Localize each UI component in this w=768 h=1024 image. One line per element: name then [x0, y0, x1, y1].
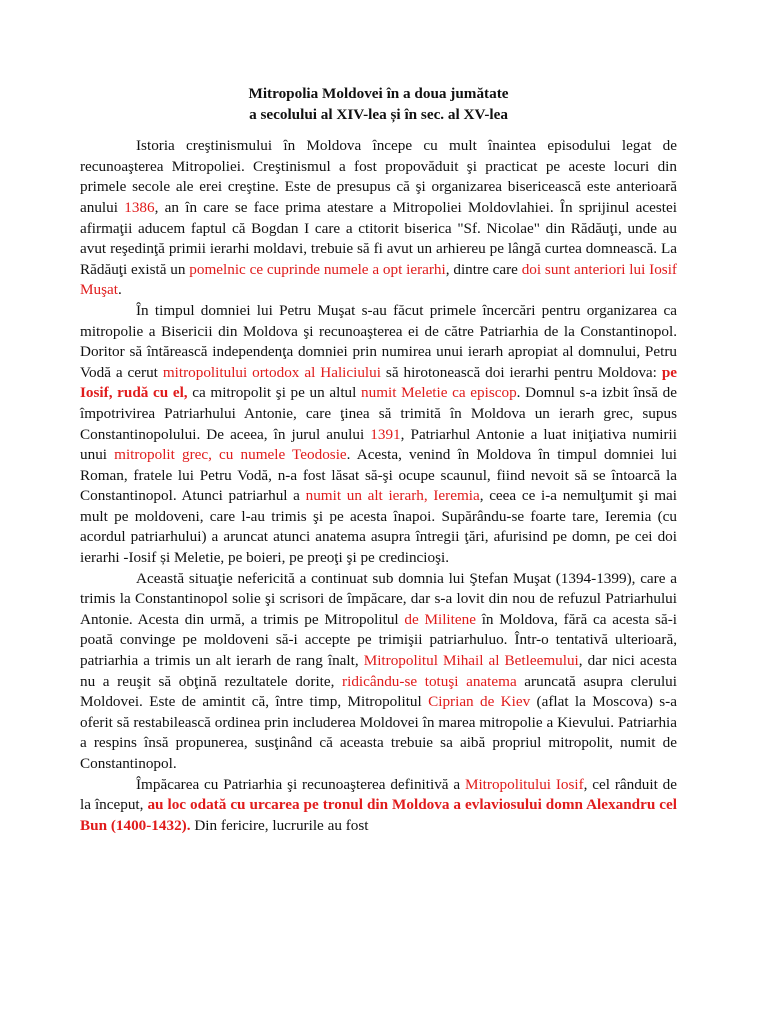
highlighted-text: pomelnic ce cuprinde numele a opt ierarhi	[189, 260, 446, 278]
text-run: Această situaţie nefericită a continuat sub domnia lui Ştefan Muşat (1394-1399), care a trimis la Constantinopol solie şi scrisori de împăcare, dar s-a lovit din nou de refuzul Patriarhului Antonie. Acesta din urmă, a trimis pe Mitropolitul	[80, 569, 677, 628]
highlighted-text: de Militene	[404, 610, 476, 628]
paragraph-3	[80, 569, 677, 775]
highlighted-text: au loc odată cu urcarea pe tronul din Moldova a evlaviosului domn Alexandru cel Bun (1400-1432).	[80, 796, 677, 834]
text-run: Împăcarea cu Patriarhia şi recunoaşterea definitivă a	[136, 775, 465, 793]
document-body	[80, 136, 677, 836]
text-run: , dintre care	[445, 260, 522, 278]
paragraph-2	[80, 301, 677, 569]
title-line-1: Mitropolia Moldovei în a doua jumătate	[248, 85, 509, 102]
text-run: aruncată asupra clerului Moldovei. Este de amintit că, între timp, Mitropolitul	[80, 672, 677, 711]
highlighted-text: Mitropolitului Iosif	[464, 775, 584, 793]
document-page	[80, 84, 677, 836]
highlighted-text: mitropolitului ortodox al Haliciului	[162, 363, 381, 381]
highlighted-text: ridicându-se totuşi anatema	[342, 672, 517, 690]
highlighted-text: pe Iosif, rudă cu el,	[80, 363, 677, 402]
highlighted-text: Ciprian de Kiev	[428, 693, 531, 711]
text-run: , dar nici acesta nu a reuşit să obţină rezultatele dorite,	[80, 652, 677, 690]
text-run: în Moldova, fără ca acesta să-i poată convinge pe moldoveni să-i accepte pe trimişii patriarhuluo. Într-o tentativă ulterioară, patriarhia a trimis un alt ierarh de rang înalt,	[80, 610, 677, 670]
text-run: , ceea ce i-a nemulţumit şi mai mult pe moldoveni, care l-au trimis şi pe acesta înapoi. Supărându-se foarte tare, Ieremia (cu acordul patriarhului) a aruncat atunci anatema asupra întregii ţări, afurisind pe domn, pe cei doi ierarhi -Iosif și Meletie, pe boieri, pe preoţi şi pe credincioşi.	[80, 487, 677, 567]
highlighted-text: 1386	[124, 198, 155, 216]
text-run: să hirotonească doi ierarhi pentru Moldova:	[380, 363, 662, 381]
highlighted-text: 1391	[370, 425, 401, 443]
highlighted-text: mitropolit grec, cu numele Teodosie	[114, 446, 347, 464]
document-title	[80, 84, 677, 125]
highlighted-text: numit un alt ierarh, Ieremia	[305, 487, 480, 505]
text-run: . Domnul s-a izbit însă de împotrivirea Patriarhului Antonie, care ţinea să trimită în Moldova un ierarh grec, supus Constantinopolului. De aceea, în jurul anului	[80, 384, 677, 443]
highlighted-text: doi sunt anteriori lui Iosif Muşat	[80, 260, 677, 299]
text-run: ca mitropolit şi pe un altul	[187, 384, 362, 402]
highlighted-text: Mitropolitul Mihail al Betleemului	[363, 652, 579, 670]
title-line-2: a secolului al XIV-lea și în sec. al XV-lea	[249, 105, 508, 123]
text-run: Din fericire, lucrurile au fost	[190, 816, 369, 834]
text-run: Istoria creştinismului în Moldova începe cu mult înaintea episodului legat de recunoaşterea Mitropoliei. Creştinismul a fost propovăduit şi practicat pe aceste locuri din primele secole ale erei creştine. Este de presupus că şi organizarea bisericească este anterioară anului	[80, 137, 677, 216]
text-run: . Acesta, venind în Moldova în timpul domniei lui Roman, fratele lui Petru Vodă, n-a fost lăsat să-şi ocupe scaunul, fiind nevoit să se întoarcă la Constantinopol. Atunci patriarhul a	[80, 446, 677, 505]
paragraph-1	[80, 136, 677, 301]
text-run: (aflat la Moscova) s-a oferit să restabilească ordinea prin includerea Moldovei în marea mitropolie a Kievului. Patriarhia a respins însă propunerea, susţinând că aceasta trebuie sa aibă propriul mitropolit, numit de Constantinopol.	[80, 693, 677, 772]
text-run: , an în care se face prima atestare a Mitropoliei Moldovlahiei. În sprijinul acestei afirmaţii aducem faptul că Bogdan I care a ctitorit biserica "Sf. Nicolae" din Rădăuţi, unde au avut reşedinţă primii ierarhi moldavi, trebuie să fi avut un arhiereu pe lângă curtea domnească. La Rădăuţi există un	[80, 198, 677, 278]
text-run: În timpul domniei lui Petru Muşat s-au făcut primele încercări pentru organizarea ca mitropolie a Bisericii din Moldova şi recunoaşterea ei de către Patriarhia de la Constantinopol. Doritor să întărească independenţa domniei prin numirea unui ierarh apropiat al domnului, Petru Vodă a cerut	[80, 301, 677, 381]
paragraph-4	[80, 775, 677, 837]
text-run: , Patriarhul Antonie a luat iniţiativa numirii unui	[80, 425, 677, 464]
text-run: .	[117, 281, 122, 299]
text-run: , cel rânduit de la început,	[80, 775, 678, 814]
highlighted-text: numit Meletie ca episcop	[361, 384, 517, 402]
